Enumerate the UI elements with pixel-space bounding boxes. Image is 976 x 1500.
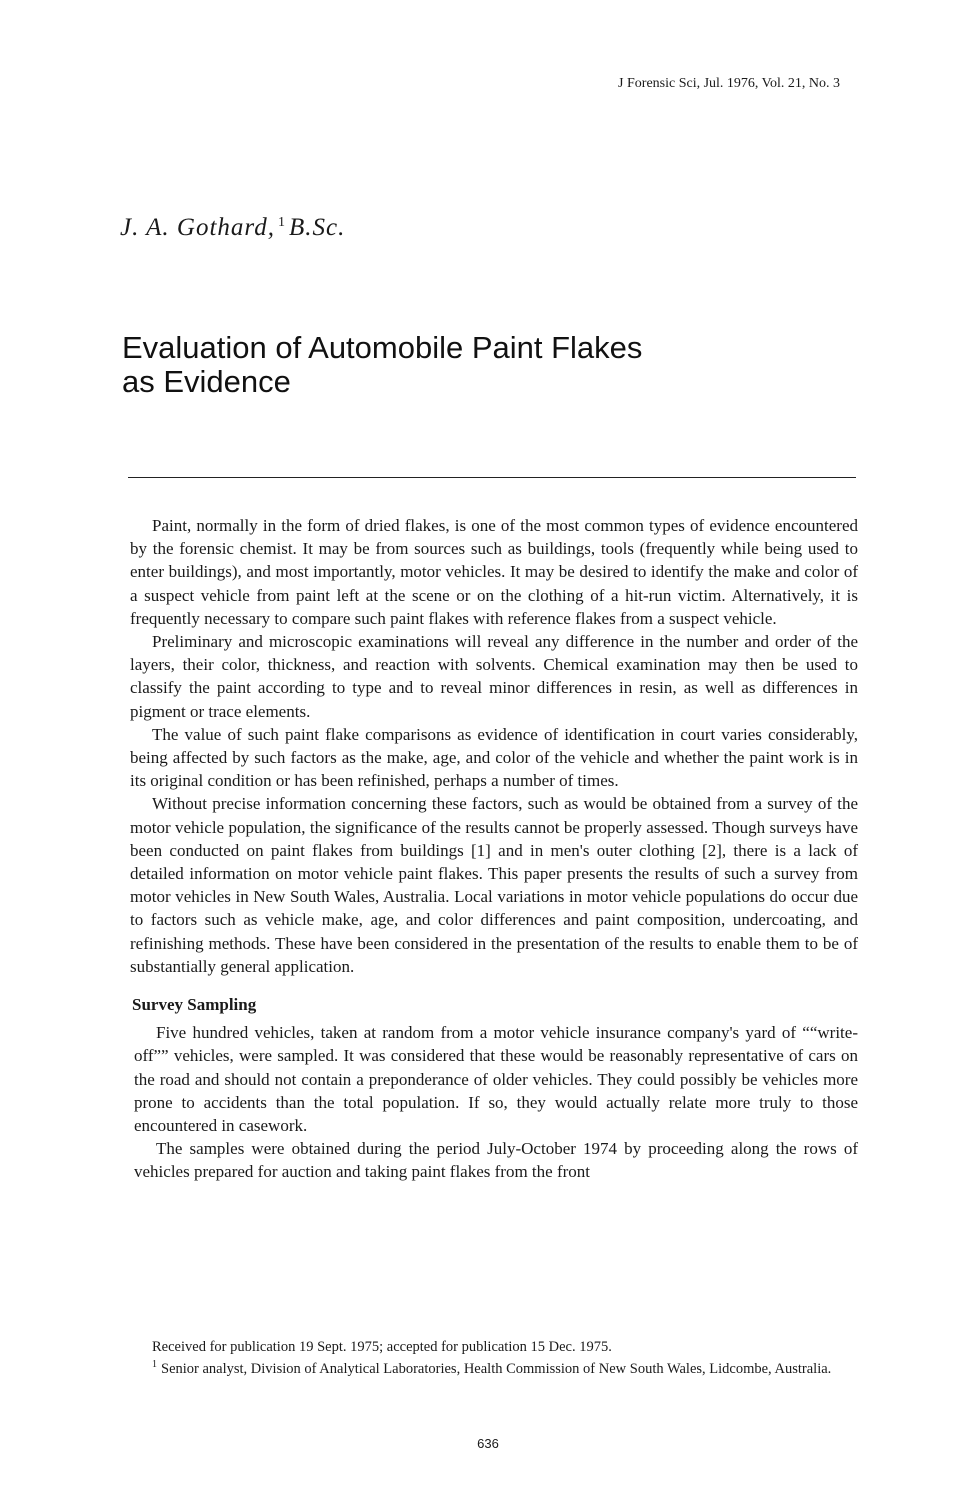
body-paragraph-1: Paint, normally in the form of dried flakes, is one of the most common types of evidence encountered by the forensic chemist. It may be from sources such as buildings, tools (frequently while being used to enter buildings), and most importantly, motor vehicles. It may be desired to identify the make and color of a suspect vehicle from paint left at the scene or on the clothing of a hit-run victim. Alternatively, it is frequently necessary to compare such paint flakes with reference flakes from a suspect vehicle. bbox=[130, 516, 858, 628]
section-paragraph-2: The samples were obtained during the period July-October 1974 by proceeding along the rows of vehicles prepared for auction and taking paint flakes from the front bbox=[134, 1139, 858, 1182]
body-paragraph-3: The value of such paint flake comparisons as evidence of identification in court varies considerably, being affected by such factors as the make, age, and color of the vehicle and whether the paint work is in its original condition or has been refinished, perhaps a number of times. bbox=[130, 724, 858, 791]
footnotes bbox=[130, 1339, 858, 1378]
journal-reference: J Forensic Sci, Jul. 1976, Vol. 21, No. 3 bbox=[618, 76, 840, 91]
section-paragraph-1: Five hundred vehicles, taken at random from a motor vehicle insurance company's yard of ““write-off”” vehicles, were sampled. It was considered that these would be reasonably representative of cars on the road and should not contain a preponderance of older vehicles. They could possibly be vehicles more prone to accidents than the total population. If so, they would actually relate more truly to those encountered in casework. bbox=[134, 1023, 858, 1136]
author-footnote-mark: 1 bbox=[277, 214, 286, 230]
title-divider bbox=[128, 477, 856, 478]
author-name: J. A. Gothard, bbox=[120, 214, 275, 241]
footnote-received: Received for publication 19 Sept. 1975; accepted for publication 15 Dec. 1975. bbox=[152, 1339, 612, 1355]
footnote-affiliation bbox=[130, 1356, 858, 1378]
section-survey-sampling bbox=[130, 1021, 858, 1183]
page-number: 636 bbox=[477, 1436, 499, 1451]
footnote-affiliation-mark: 1 bbox=[152, 1359, 157, 1370]
body-paragraph-2: Preliminary and microscopic examinations will reveal any difference in the number and order of the layers, their color, thickness, and reaction with solvents. Chemical examination may then be used to classify the paint according to type and to reveal minor differences in resin, as well as differences in pigment or trace elements. bbox=[130, 632, 858, 721]
author-degree: B.Sc. bbox=[288, 214, 346, 241]
author-line bbox=[120, 214, 345, 242]
paper-title-line-1: Evaluation of Automobile Paint Flakes bbox=[122, 330, 643, 365]
body-paragraph-4: Without precise information concerning these factors, such as would be obtained from a survey of the motor vehicle population, the significance of the results cannot be properly assessed. Though surveys have been conducted on paint flakes from buildings [1] and in men's outer clothing [2], there is a lack of detailed information on motor vehicle paint flakes. This paper presents the results of such a survey from motor vehicles in New South Wales, Australia. Local variations in motor vehicle populations do occur due to factors such as vehicle make, age, and color differences and paint composition, undercoating, and refinishing methods. These have been considered in the presentation of the results to enable them to be of substantially general application. bbox=[130, 794, 858, 976]
paper-title bbox=[122, 331, 862, 399]
footnote-affiliation-text: Senior analyst, Division of Analytical Laboratories, Health Commission of New South Wales, Lidcombe, Australia. bbox=[161, 1360, 832, 1377]
section-heading-survey-sampling: Survey Sampling bbox=[132, 995, 257, 1015]
article-body bbox=[130, 514, 858, 1184]
paper-title-line-2: as Evidence bbox=[122, 364, 291, 399]
